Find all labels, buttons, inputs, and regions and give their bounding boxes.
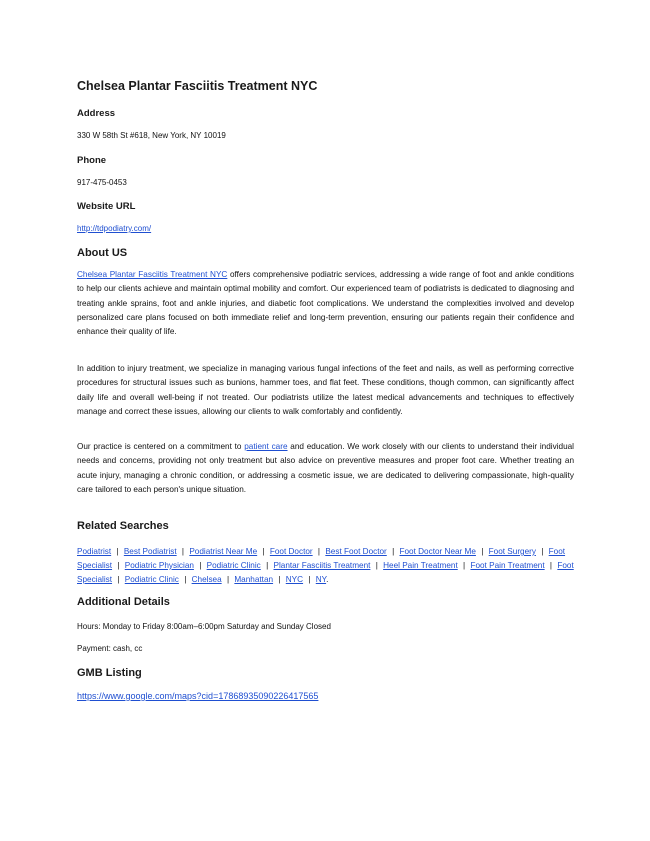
link-separator: | [278,575,281,584]
business-name-link[interactable]: Chelsea Plantar Fasciitis Treatment NYC [77,270,228,279]
link-separator: | [549,561,553,570]
related-search-link[interactable]: Foot Surgery [488,547,536,556]
website-heading: Website URL [77,201,136,212]
related-search-link[interactable]: NYC [285,575,304,584]
link-separator: | [375,561,378,570]
patient-care-link[interactable]: patient care [244,442,288,451]
related-search-link[interactable]: Chelsea [191,575,222,584]
link-separator: | [463,561,466,570]
related-search-link[interactable]: Podiatric Clinic [124,575,179,584]
link-separator: | [262,547,265,556]
link-separator: | [392,547,395,556]
related-search-link[interactable]: Manhattan [234,575,274,584]
website-link-row [77,224,574,233]
related-search-link[interactable]: Podiatric Physician [124,561,194,570]
related-search-link[interactable]: Podiatrist [77,547,112,556]
related-search-link[interactable]: Foot Specialist [77,561,574,584]
link-separator: | [117,561,120,570]
address-value: 330 W 58th St #618, New York, NY 10019 [77,131,226,140]
related-search-link[interactable]: Podiatrist Near Me [189,547,258,556]
address-heading: Address [77,108,116,119]
gmb-listing-heading: GMB Listing [77,667,142,679]
link-separator: | [317,547,321,556]
link-separator: | [266,561,269,570]
about-paragraph-1-text: offers comprehensive podiatric services, addressing a wide range of foot and ankle conditions to help our clients achieve and maintain optimal mobility and comfort. Our experienced team of podiatrists is dedicated to diagnosing and treating ankle sprains, foot and ankle injuries, and diabetic foot complications. We understand the complexities involved and develop personalized care plans focused on both immediate relief and long-term prevention, ensuring our patients regain their confidence and enhance their quality of life. [77,270,574,337]
related-search-link[interactable]: Best Foot Doctor [325,547,387,556]
link-separator: | [199,561,202,570]
link-separator: | [541,547,544,556]
phone-value: 917-475-0453 [77,178,127,187]
about-heading: About US [77,247,128,259]
gmb-link-row [77,691,574,701]
about-paragraph-3-pre: Our practice is centered on a commitment to [77,442,245,451]
about-paragraph-3 [77,440,574,497]
related-search-link[interactable]: Foot Doctor Near Me [399,547,476,556]
payment-text: Payment: cash, cc [77,644,143,653]
related-search-link[interactable]: Podiatric Clinic [206,561,261,570]
phone-heading: Phone [77,155,107,166]
related-search-link[interactable]: Plantar Fasciitis Treatment [273,561,371,570]
about-paragraph-3-post: and education. We work closely with our clients to understand their individual needs and concerns, providing not only treatment but also advice on preventive measures and proper foot care. Whether treating an acute injury, managing a chronic condition, or addressing a cosmetic issue, we are dedicated to delivering compassionate, high-quality care tailored to each person's unique situation. [77,442,574,494]
list-end-period: . [326,575,329,584]
link-separator: | [481,547,484,556]
link-separator: | [308,575,311,584]
page-title: Chelsea Plantar Fasciitis Treatment NYC [77,79,318,93]
related-search-link[interactable]: Heel Pain Treatment [383,561,458,570]
link-separator: | [181,547,185,556]
link-separator: | [116,547,119,556]
website-link[interactable]: http://tdpodiatry.com/ [77,224,152,233]
link-separator: | [117,575,120,584]
gmb-link[interactable]: https://www.google.com/maps?cid=17868935090226417565 [77,691,319,701]
hours-text: Hours: Monday to Friday 8:00am–6:00pm Saturday and Sunday Closed [77,622,331,631]
link-separator: | [226,575,230,584]
related-search-link[interactable]: Foot Specialist [77,547,566,570]
related-searches-heading: Related Searches [77,520,169,532]
about-paragraph-2: In addition to injury treatment, we specialize in managing various fungal infections of the feet and nails, as well as performing corrective procedures for structural issues such as bunions, hammer toes, and flat feet. These conditions, though common, can significantly affect daily life and overall well-being if not treated. Our podiatrists utilize the latest medical advancements and techniques to effectively manage and correct these issues, allowing our clients to walk comfortably and confidently. [77,364,574,416]
related-searches-list [77,545,574,587]
related-search-link[interactable]: Best Podiatrist [123,547,177,556]
related-search-link[interactable]: NY [315,575,327,584]
related-search-link[interactable]: Foot Doctor [269,547,313,556]
about-paragraph-1 [77,268,574,339]
additional-details-heading: Additional Details [77,596,170,608]
related-search-link[interactable]: Foot Pain Treatment [470,561,545,570]
link-separator: | [184,575,187,584]
